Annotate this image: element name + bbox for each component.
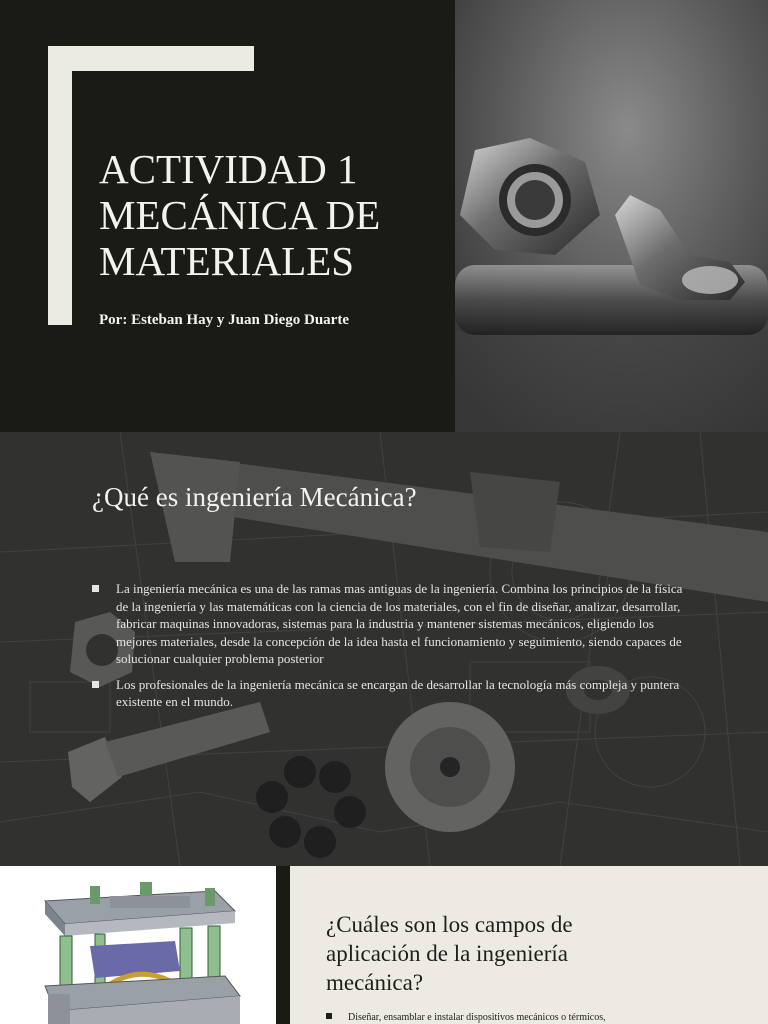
list-item-text: Diseñar, ensamblar e instalar dispositivos mecánicos o térmicos, [348,1012,606,1023]
slide-heading [326,910,746,997]
nuts-photo [455,0,768,432]
image-panel [0,866,276,1024]
title-slide [0,0,768,432]
slide-heading: ¿Qué es ingeniería Mecánica? [92,482,417,512]
title-line-1: ACTIVIDAD 1 [99,146,358,192]
applications-slide [0,866,768,1024]
title-line-2: MECÁNICA DE [99,192,381,238]
square-bullet-icon [92,681,99,688]
definition-slide [0,432,768,866]
list-item [326,1012,606,1023]
divider-bar [276,866,290,1024]
list-item [92,580,692,668]
frame-bracket-top [48,46,254,71]
heading-line-3: mecánica? [326,970,424,995]
heading-line-1: ¿Cuáles son los campos de [326,912,573,937]
list-item-text: Los profesionales de la ingeniería mecánica se encargan de desarrollar la tecnología más compleja y puntera existente en el mundo. [116,676,680,709]
slide-title [99,146,449,284]
list-item [92,676,692,711]
title-line-3: MATERIALES [99,238,355,284]
list-item-text: La ingeniería mecánica es una de las ramas mas antiguas de la ingeniería. Combina los principios de la física de la ingeniería y las matemáticas con la ciencia de los materiales, con el fin de diseñar, analizar, desarrollar, fabricar maquinas innovadoras, sistemas para la industria y mantener sistemas mecánicos, eligiendo los mejores materiales, desde la concepción de la idea hasta el funcionamiento y seguimiento, siendo capaces de solucionar cualquier problema posterior [116,581,683,666]
square-bullet-icon [326,1013,332,1019]
frame-bracket-left [48,46,72,325]
machine-model-image [0,866,276,1024]
definition-list [92,580,692,719]
authors-line: Por: Esteban Hay y Juan Diego Duarte [99,312,349,328]
square-bullet-icon [92,585,99,592]
heading-line-2: aplicación de la ingeniería [326,941,569,966]
